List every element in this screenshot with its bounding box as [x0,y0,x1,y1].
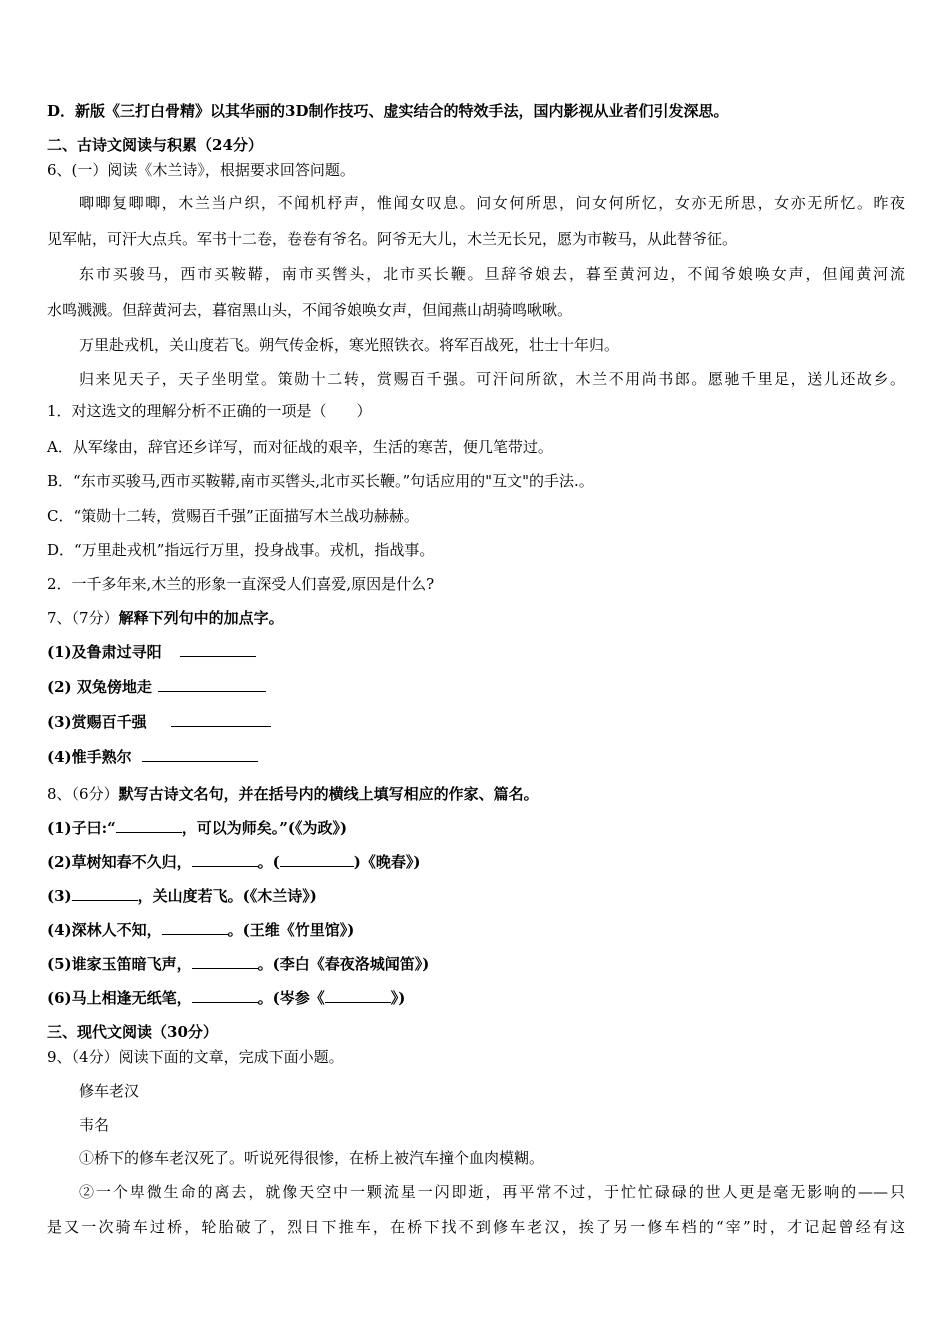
q8-item-4-head: (4)深林人不知， [47,921,162,939]
poem-para-3: 万里赴戎机，关山度若飞。朔气传金柝，寒光照铁衣。将军百战死，壮士十年归。 [79,336,620,354]
article-para-1: ①桥下的修车老汉死了。听说死得很惨，在桥上被汽车撞个血肉模糊。 [79,1149,545,1167]
question-7 [47,607,284,629]
q8-item-2-mid: 。( [257,853,280,871]
answer-blank[interactable] [192,851,258,867]
article-para-2-line-1: ②一个卑微生命的离去，就像天空中一颗流星一闪即逝，再平常不过，于忙忙碌碌的世人更是毫无影响的——只 [79,1183,905,1201]
answer-blank[interactable] [116,817,182,833]
section-3-heading: 三、现代文阅读（30分） [47,1023,218,1041]
q7-item-1 [47,641,256,663]
author-blank[interactable] [280,851,354,867]
answer-blank[interactable] [142,746,258,762]
question-8-prompt: 默写古诗文名句，并在括号内的横线上填写相应的作家、篇名。 [118,785,539,803]
poem-para-4: 归来见天子，天子坐明堂。策勋十二转，赏赐百千强。可汗问所欲，木兰不用尚书郎。愿驰千里足，送儿还故乡。 [79,370,905,388]
q8-item-3 [47,885,317,907]
q8-item-2-head: (2)草树知春不久归， [47,853,192,871]
article-para-2-line-2: 是又一次骑车过桥，轮胎破了，烈日下推车，在桥下找不到修车老汉，挨了另一修车档的“宰”时，才记起曾经有这 [47,1218,905,1236]
q7-item-2 [47,676,266,698]
q8-item-6-head: (6)马上相逢无纸笔， [47,989,192,1007]
q7-item-2-text: (2) 双兔傍地走 [47,678,152,696]
title-blank[interactable] [325,987,391,1003]
option-b: B．“东市买骏马,西市买鞍鞯,南市买辔头,北市买长鞭。”句话应用的"互文"的手法.。 [47,472,594,490]
q8-item-5-head: (5)谁家玉笛暗飞声， [47,955,192,973]
q8-item-1-head: (1)子曰:“ [47,819,116,837]
answer-blank[interactable] [180,641,256,657]
q8-item-2 [47,851,420,873]
sub-question-1: 1．对这选文的理解分析不正确的一项是（ ） [47,402,372,420]
q8-item-4-tail: 。(王维《竹里馆》) [227,921,355,939]
q8-item-1 [47,817,347,839]
answer-blank[interactable] [158,676,266,692]
option-a: A．从军缘由，辞官还乡详写，而对征战的艰辛，生活的寒苦，便几笔带过。 [47,438,553,456]
q8-item-2-tail: )《晚春》) [353,853,421,871]
q8-item-6-tail: 》) [390,989,406,1007]
question-7-prompt: 解释下列句中的加点字。 [118,609,284,627]
q7-item-3-text: (3)赏赐百千强 [47,713,147,731]
question-7-score: 7、（7分） [47,609,119,627]
q8-item-6-mid: 。(岑参《 [257,989,325,1007]
article-author: 韦名 [79,1116,110,1134]
section-2-heading: 二、古诗文阅读与积累（24分） [47,136,263,154]
q7-item-4 [47,746,258,768]
answer-blank[interactable] [192,987,258,1003]
q7-item-4-text: (4)惟手熟尔 [47,748,132,766]
q8-item-3-head: (3) [47,887,72,905]
question-8 [47,783,539,805]
answer-blank[interactable] [162,919,228,935]
answer-blank[interactable] [72,885,138,901]
poem-para-2-line-1: 东市买骏马，西市买鞍鞯，南市买辔头，北市买长鞭。旦辞爷娘去，暮至黄河边，不闻爷娘唤女声，但闻黄河流 [79,265,905,283]
question-8-score: 8、（6分） [47,785,119,803]
answer-blank[interactable] [171,711,271,727]
sub-question-2: 2．一千多年来,木兰的形象一直深受人们喜爱,原因是什么? [47,575,435,593]
q7-item-3 [47,711,271,733]
question-6: 6、(一）阅读《木兰诗》，根据要求回答问题。 [47,161,355,179]
article-title: 修车老汉 [79,1082,140,1100]
option-c: C．“策勋十二转，赏赐百千强”正面描写木兰战功赫赫。 [47,507,419,525]
answer-blank[interactable] [192,953,258,969]
q8-item-3-tail: ，关山度若飞。(《木兰诗》) [137,887,317,905]
q8-item-5-tail: 。(李白《春夜洛城闻笛》) [257,955,430,973]
poem-para-2-line-2: 水鸣溅溅。但辞黄河去，暮宿黑山头，不闻爷娘唤女声，但闻燕山胡骑鸣啾啾。 [47,301,573,319]
option-d-line: D．新版《三打白骨精》以其华丽的3D制作技巧、虚实结合的特效手法，国内影视从业者们引发深思。 [47,102,729,120]
q7-item-1-text: (1)及鲁肃过寻阳 [47,643,162,661]
q8-item-6 [47,987,405,1009]
q8-item-1-tail: ，可以为师矣。”(《为政》) [181,819,348,837]
poem-para-1-line-2: 见军帖，可汗大点兵。军书十二卷，卷卷有爷名。阿爷无大儿，木兰无长兄，愿为市鞍马，从此替爷征。 [47,230,738,248]
question-9: 9、（4分）阅读下面的文章，完成下面小题。 [47,1048,344,1066]
q8-item-5 [47,953,429,975]
poem-para-1-line-1: 唧唧复唧唧，木兰当户织，不闻机杼声，惟闻女叹息。问女何所思，问女何所忆，女亦无所思，女亦无所忆。昨夜 [79,194,905,212]
option-d: D．“万里赴戎机”指远行万里，投身战事。戎机，指战事。 [47,541,435,559]
q8-item-4 [47,919,354,941]
